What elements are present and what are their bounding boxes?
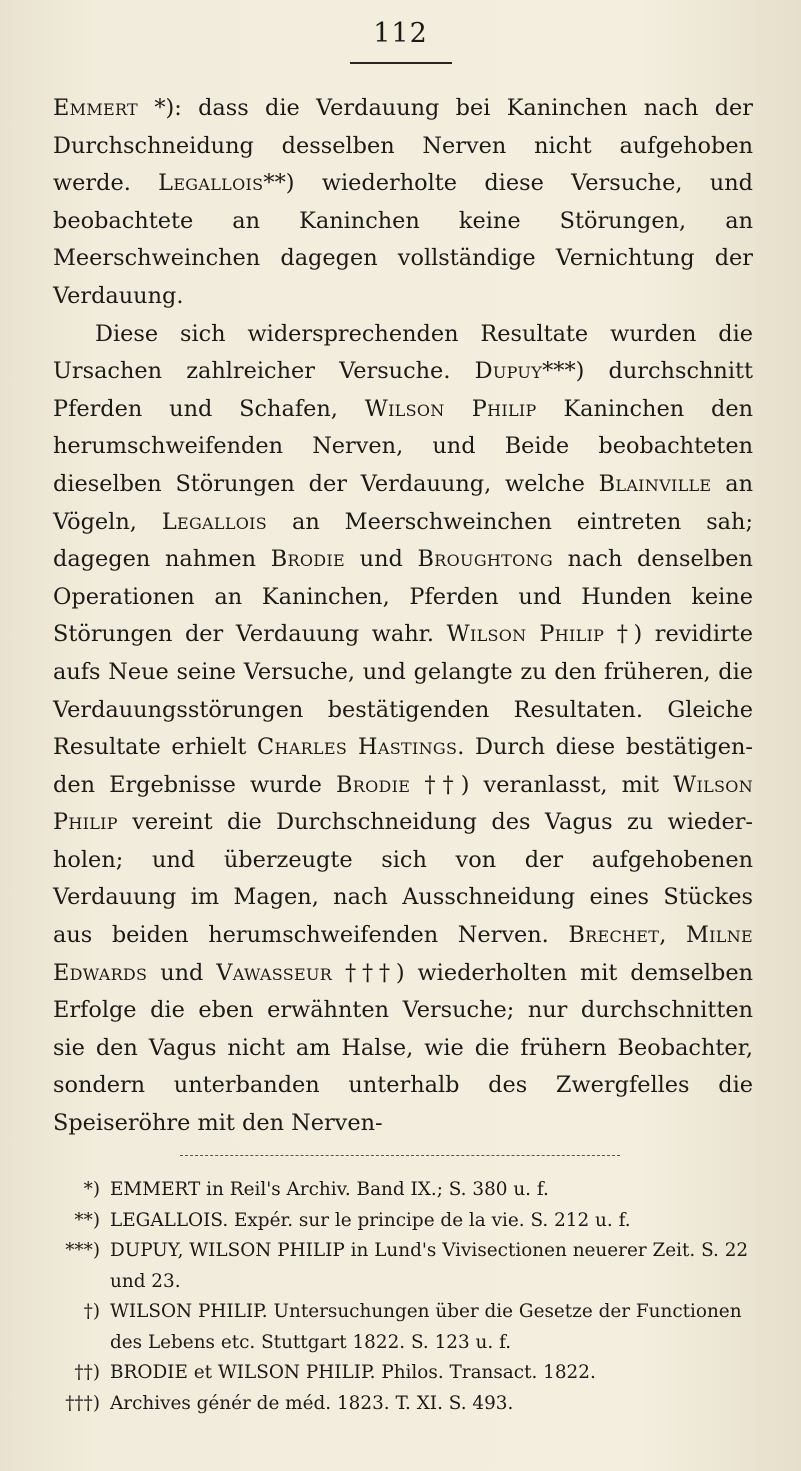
header-rule [350, 62, 452, 64]
footnote [56, 1175, 756, 1206]
footnote-text: Archives génér de méd. 1823. T. XI. S. 493. [110, 1392, 514, 1414]
author-name: Emmert [53, 95, 139, 121]
text-run: , [659, 922, 686, 949]
footnote [56, 1389, 756, 1420]
paragraph [53, 316, 753, 1143]
author-name: Wilson Philip [364, 395, 537, 422]
author-name: Wilson Philip [53, 771, 753, 836]
footnote [56, 1297, 756, 1358]
footnote-text: EMMERT in Reil's Archiv. Band IX.; S. 380 u. f. [110, 1179, 549, 1200]
footnote-text: LEGALLOIS. Expér. sur le principe de la vie. S. 212 u. f. [110, 1209, 631, 1231]
text-run: an Vögeln, [53, 470, 753, 535]
author-name: Brechet [568, 922, 660, 949]
author-name: Brodie [270, 546, 345, 573]
footnote-mark: **) [74, 1209, 100, 1231]
author-name: Brodie [335, 771, 411, 798]
author-name: Blainville [598, 470, 712, 497]
author-name: Vawasseur [216, 959, 333, 986]
footnote-mark: †) [83, 1301, 100, 1322]
text-run: Kaninchen den herumschweifenden Nerven, und Beide beobachteten dieselben Störungen der Verdauung, welche [53, 395, 754, 497]
footnotes [56, 1175, 756, 1419]
author-name: Dupuy [474, 358, 543, 385]
footnote [56, 1206, 756, 1237]
text-run: und [344, 546, 418, 573]
author-name: Wilson Philip [446, 621, 605, 648]
footnote-mark: †††) [65, 1392, 100, 1414]
paragraph [53, 90, 753, 316]
text-run: †††) wiederholten mit demselben Erfolge die eben erwähnten Versuche; nur durchschnitten sie den Vagus nicht am Halse, wie die frühern Beobachter, sondern unterbanden unterhalb des Zwergfelles die Speiseröhre mit den Nerven- [53, 959, 753, 1137]
author-name: Legallois [158, 170, 264, 197]
main-text [53, 90, 753, 1143]
footnote-mark: *) [83, 1179, 100, 1200]
text-run: Diese sich widersprechenden Resultate wurden die Ursachen zahlreicher Versuche. [53, 320, 753, 385]
text-run: nach denselben Operationen an Kaninchen, Pferden und Hunden keine Störungen der Verdauung wahr. [53, 546, 753, 648]
footnote-text: BRODIE et WILSON PHILIP. Philos. Transact. 1822. [110, 1362, 596, 1383]
text-run: und [147, 959, 217, 986]
text-run: *): dass die Verdauung bei Kaninchen nach der Durchschneidung desselben Nerven nicht aufgehoben werde. [53, 95, 753, 197]
footnote-mark: ††) [74, 1362, 100, 1383]
page-number: 112 [373, 18, 428, 49]
author-name: Broughtong [417, 546, 553, 573]
footnote-text: DUPUY, WILSON PHILIP in Lund's Vivisectionen neuerer Zeit. S. 22 und 23. [110, 1240, 749, 1292]
footnote [56, 1236, 756, 1297]
author-name: Legallois [161, 508, 268, 535]
footnote-mark: ***) [65, 1240, 100, 1261]
text-run: ***) durchschnitt Pferden und Schafen, [53, 358, 753, 422]
text-run: †) revidirte aufs Neue seine Versuche, und gelangte zu den früheren, die Verdauungsstörungen bestätigenden Resultaten. Gleiche Resultate erhielt [53, 621, 753, 761]
author-name: Charles Hastings [257, 734, 458, 761]
footnote [56, 1358, 756, 1389]
footnote-text: WILSON PHILIP. Untersuchungen über die Gesetze der Functionen des Lebens etc. Stuttgart 1822. S. 123 u. f. [110, 1301, 742, 1353]
text-run: an Meerschweinchen eintreten sah; dagegen nahmen [53, 508, 753, 573]
author-name: Milne Edwards [53, 922, 753, 986]
text-run: . Durch diese bestätigenden Ergebnisse wurde [53, 734, 753, 798]
footnote-rule [180, 1155, 620, 1156]
text-run: **) wiederholte diese Versuche, und beobachtete an Kaninchen keine Störungen, an Meerschweinchen dagegen vollständige Vernichtung der Verdauung. [53, 170, 753, 309]
text-run: ††) veranlasst, mit [410, 771, 674, 798]
text-run: vereint die Durchschneidung des Vagus zu wiederholen; und überzeugte sich von der aufgehobenen Verdauung im Magen, nach Ausschneidung eines Stückes aus beiden herumschweifenden Nerven. [53, 809, 753, 949]
